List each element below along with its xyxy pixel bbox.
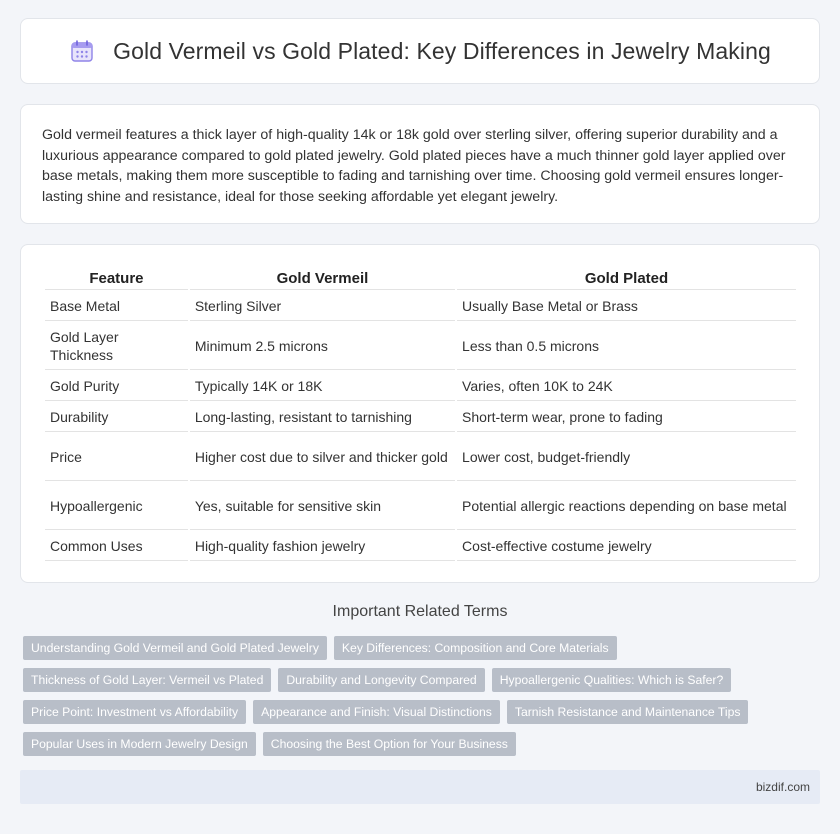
header-feature: Feature xyxy=(45,267,188,290)
table-header-row xyxy=(45,267,796,290)
cell-gold-vermeil: Typically 14K or 18K xyxy=(190,372,455,401)
cell-gold-plated: Less than 0.5 microns xyxy=(457,323,796,370)
page-title: Gold Vermeil vs Gold Plated: Key Differences in Jewelry Making xyxy=(113,37,771,64)
cell-gold-plated: Potential allergic reactions depending on base metal xyxy=(457,483,796,530)
cell-feature: Durability xyxy=(45,403,188,432)
calendar-icon xyxy=(69,38,95,64)
footer-brand[interactable]: bizdif.com xyxy=(755,780,810,794)
table-row xyxy=(45,434,796,481)
related-term-link[interactable]: Durability and Longevity Compared xyxy=(278,668,484,692)
related-term-link[interactable]: Popular Uses in Modern Jewelry Design xyxy=(23,732,256,756)
cell-feature: Common Uses xyxy=(45,532,188,561)
cell-gold-plated: Cost-effective costume jewelry xyxy=(457,532,796,561)
table-row xyxy=(45,323,796,370)
cell-feature: Base Metal xyxy=(45,292,188,321)
intro-paragraph: Gold vermeil features a thick layer of high-quality 14k or 18k gold over sterling silver, offering superior durability and a luxurious appearance compared to gold plated jewelry. Gold plated pieces have a much thinner gold layer applied over base metals, making them more susceptible to fading and tarnishing over time. Choosing gold vermeil ensures longer-lasting shine and resistance, ideal for those seeking affordable yet elegant jewelry. xyxy=(42,127,786,205)
cell-gold-plated: Lower cost, budget-friendly xyxy=(457,434,796,481)
cell-gold-vermeil: Sterling Silver xyxy=(190,292,455,321)
related-terms-tags xyxy=(23,636,813,756)
cell-gold-vermeil: Minimum 2.5 microns xyxy=(190,323,455,370)
related-term-link[interactable]: Hypoallergenic Qualities: Which is Safer? xyxy=(492,668,732,692)
cell-gold-vermeil: Long-lasting, resistant to tarnishing xyxy=(190,403,455,432)
intro-card xyxy=(20,104,820,224)
comparison-table-card xyxy=(20,244,820,583)
related-term-link[interactable]: Appearance and Finish: Visual Distinctions xyxy=(253,700,500,724)
cell-gold-plated: Varies, often 10K to 24K xyxy=(457,372,796,401)
cell-gold-vermeil: High-quality fashion jewelry xyxy=(190,532,455,561)
comparison-table xyxy=(43,265,798,563)
header-gold-vermeil: Gold Vermeil xyxy=(190,267,455,290)
table-row xyxy=(45,292,796,321)
related-terms-heading: Important Related Terms xyxy=(332,603,508,620)
cell-feature: Gold Layer Thickness xyxy=(45,323,188,370)
cell-gold-plated: Short-term wear, prone to fading xyxy=(457,403,796,432)
header-gold-plated: Gold Plated xyxy=(457,267,796,290)
footer xyxy=(20,770,820,804)
cell-feature: Hypoallergenic xyxy=(45,483,188,530)
related-term-link[interactable]: Price Point: Investment vs Affordability xyxy=(23,700,246,724)
related-term-link[interactable]: Choosing the Best Option for Your Business xyxy=(263,732,516,756)
table-row xyxy=(45,532,796,561)
table-row xyxy=(45,403,796,432)
header-card xyxy=(20,18,820,84)
cell-gold-plated: Usually Base Metal or Brass xyxy=(457,292,796,321)
cell-gold-vermeil: Yes, suitable for sensitive skin xyxy=(190,483,455,530)
related-term-link[interactable]: Understanding Gold Vermeil and Gold Plated Jewelry xyxy=(23,636,327,660)
cell-gold-vermeil: Higher cost due to silver and thicker gold xyxy=(190,434,455,481)
table-row xyxy=(45,483,796,530)
related-term-link[interactable]: Key Differences: Composition and Core Materials xyxy=(334,636,617,660)
cell-feature: Price xyxy=(45,434,188,481)
related-term-link[interactable]: Thickness of Gold Layer: Vermeil vs Plated xyxy=(23,668,271,692)
cell-feature: Gold Purity xyxy=(45,372,188,401)
related-term-link[interactable]: Tarnish Resistance and Maintenance Tips xyxy=(507,700,749,724)
table-row xyxy=(45,372,796,401)
